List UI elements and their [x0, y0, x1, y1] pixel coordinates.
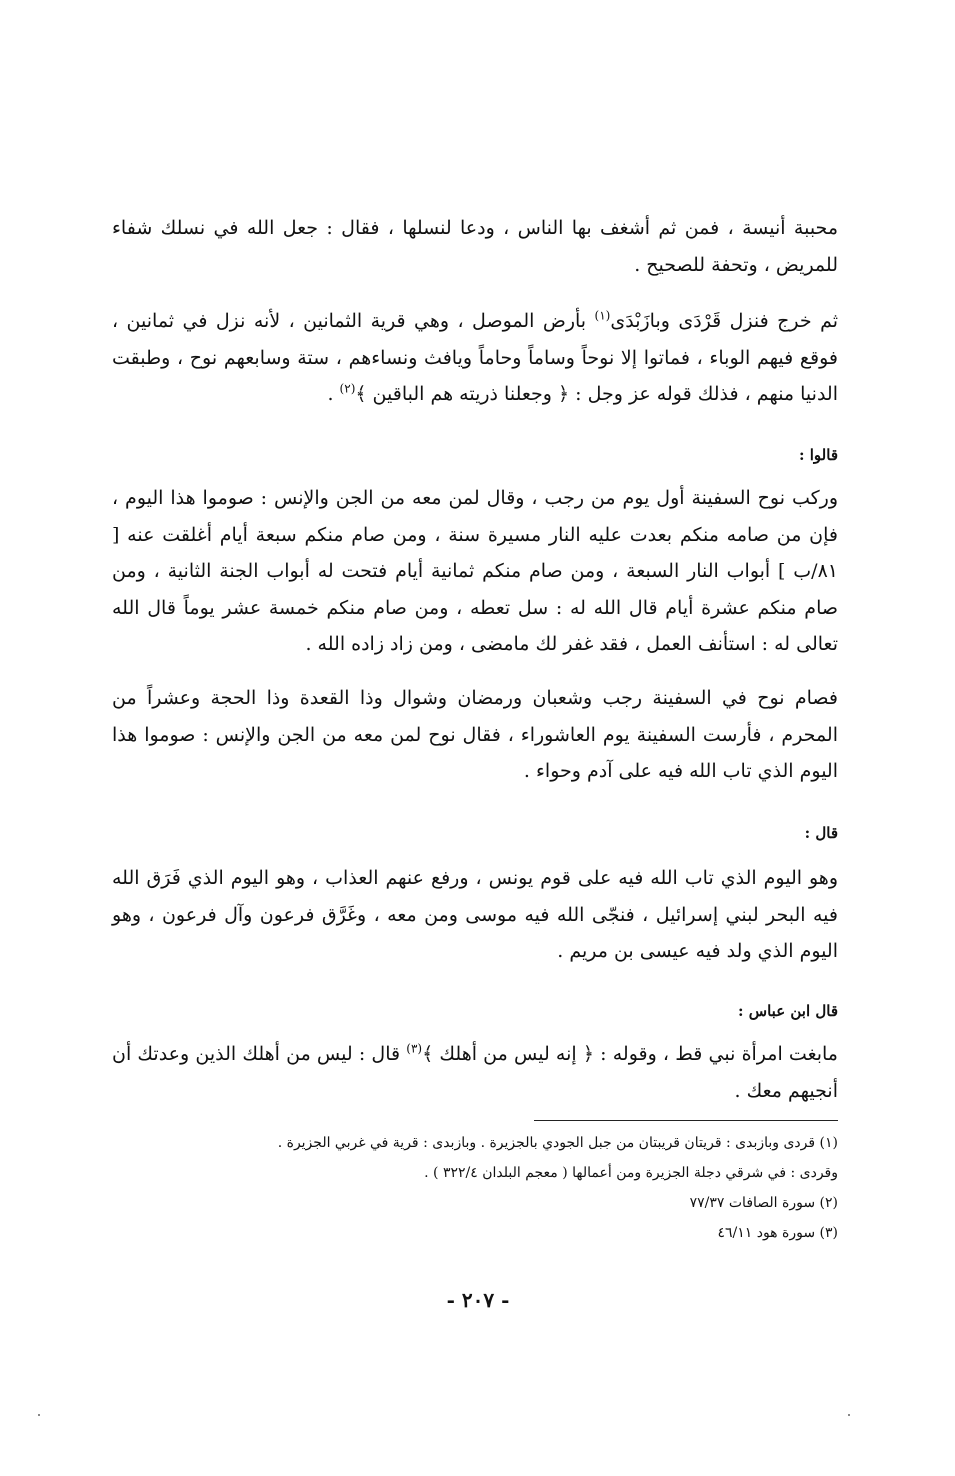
body-paragraph-5: [112, 860, 838, 970]
footnote-1-line-2: وقردى : في شرقي دجلة الجزيرة ومن أعمالها ( معجم البلدان ٣٢٢/٤ ) .: [424, 1165, 838, 1181]
section-heading-3: قال ابن عباس :: [738, 1002, 838, 1020]
section-heading-1: قالوا :: [799, 446, 838, 464]
scan-speck: [848, 1414, 850, 1416]
paragraph-continuation: قال : ليس من أهلك الذين وعدتك أن أنجيهم معك .: [112, 1043, 838, 1102]
paragraph-continuation: بأرض الموصل ، وهي قرية الثمانين ، لأنه نزل في ثمانين ، فوقع فيهم الوباء ، فماتوا إلا نوحاً وساماً وحاماً ويافث ونساءهم ، ستة وسابعهم نوح ، وطبقت الدنيا منهم ، فذلك قوله عز وجل : ﴿ وجعلنا ذريته هم الباقين ﴾: [112, 310, 838, 405]
footnote-mark-2: (٢): [339, 381, 356, 396]
body-paragraph-4: [112, 680, 838, 790]
paragraph-text: [112, 303, 838, 413]
paragraph-text: ورکب نوح السفينة أول يوم من رجب ، وقال لمن معه من الجن والإنس : صوموا هذا اليوم ، فإن من صامه منكم بعدت عليه النار مسيرة سنة ، ومن صام منكم سبعة أيام أغلقت عنه [ ٨١/ب ] أبواب النار السبعة ، ومن صام منكم ثمانية أيام فتحت له أبواب الجنة الثانية ، ومن صام منكم عشرة أيام قال الله له : سل تعطه ، ومن صام منكم خمسة عشر يوماً قال الله تعالى له : استأنف العمل ، فقد غفر لك مامضى ، ومن زاد زاده الله .: [112, 487, 838, 655]
page-number: - ٢٠٧ -: [446, 1288, 510, 1312]
body-paragraph-6: [112, 1036, 838, 1109]
body-paragraph-2: [112, 303, 838, 413]
footnote-divider: [534, 1120, 838, 1121]
section-heading-2: قال :: [804, 824, 838, 842]
footnote-mark-1: (١): [594, 308, 611, 323]
paragraph-text: وهو اليوم الذي تاب الله فيه على قوم يونس ، ورفع عنهم العذاب ، وهو اليوم الذي فَرَق الله فيه البحر لبني إسرائيل ، فنجّى الله فيه موسى ومن معه ، وغَرَّق فرعون وآل فرعون ، وهو اليوم الذي ولد فيه عيسى بن مريم .: [112, 867, 838, 962]
paragraph-text: محببة أنيسة ، فمن ثم أشغف بها الناس ، ودعا لنسلها ، فقال : جعل الله في نسلك شفاء للمريض ، وتحفة للصحيح .: [112, 217, 838, 276]
paragraph-period: .: [327, 383, 340, 405]
footnote-1-line-1: (١) قردى وبازبدى : قريتان قريبتان من جبل الجودي بالجزيرة . وبازبدى : قرية في غربي الجزيرة .: [277, 1135, 838, 1151]
footnote-mark-3: (٣): [406, 1041, 423, 1056]
body-paragraph-3: [112, 480, 838, 663]
paragraph-text: فصام نوح في السفينة رجب وشعبان ورمضان وشوال وذا القعدة وذا الحجة وعشراً من المحرم ، فأرست السفينة يوم العاشوراء ، فقال نوح لمن معه من الجن والإنس : صوموا هذا اليوم الذي تاب الله فيه على آدم وحواء .: [112, 687, 838, 782]
footnote-3: (٣) سورة هود ٤٦/١١: [717, 1225, 838, 1241]
footnotes: [112, 1128, 838, 1248]
body-paragraph-1: [112, 210, 838, 283]
paragraph-start: مابغت امرأة نبي قط ، وقوله : ﴿ إنه ليس من أهلك ﴾: [422, 1043, 838, 1065]
paragraph-start: ثم خرج فنزل قَرْدَى وبازَبْدَى: [610, 310, 839, 332]
paragraph-text: [112, 1036, 838, 1109]
footnote-2: (٢) سورة الصافات ٧٧/٣٧: [689, 1195, 838, 1211]
scan-speck: [38, 1414, 40, 1416]
